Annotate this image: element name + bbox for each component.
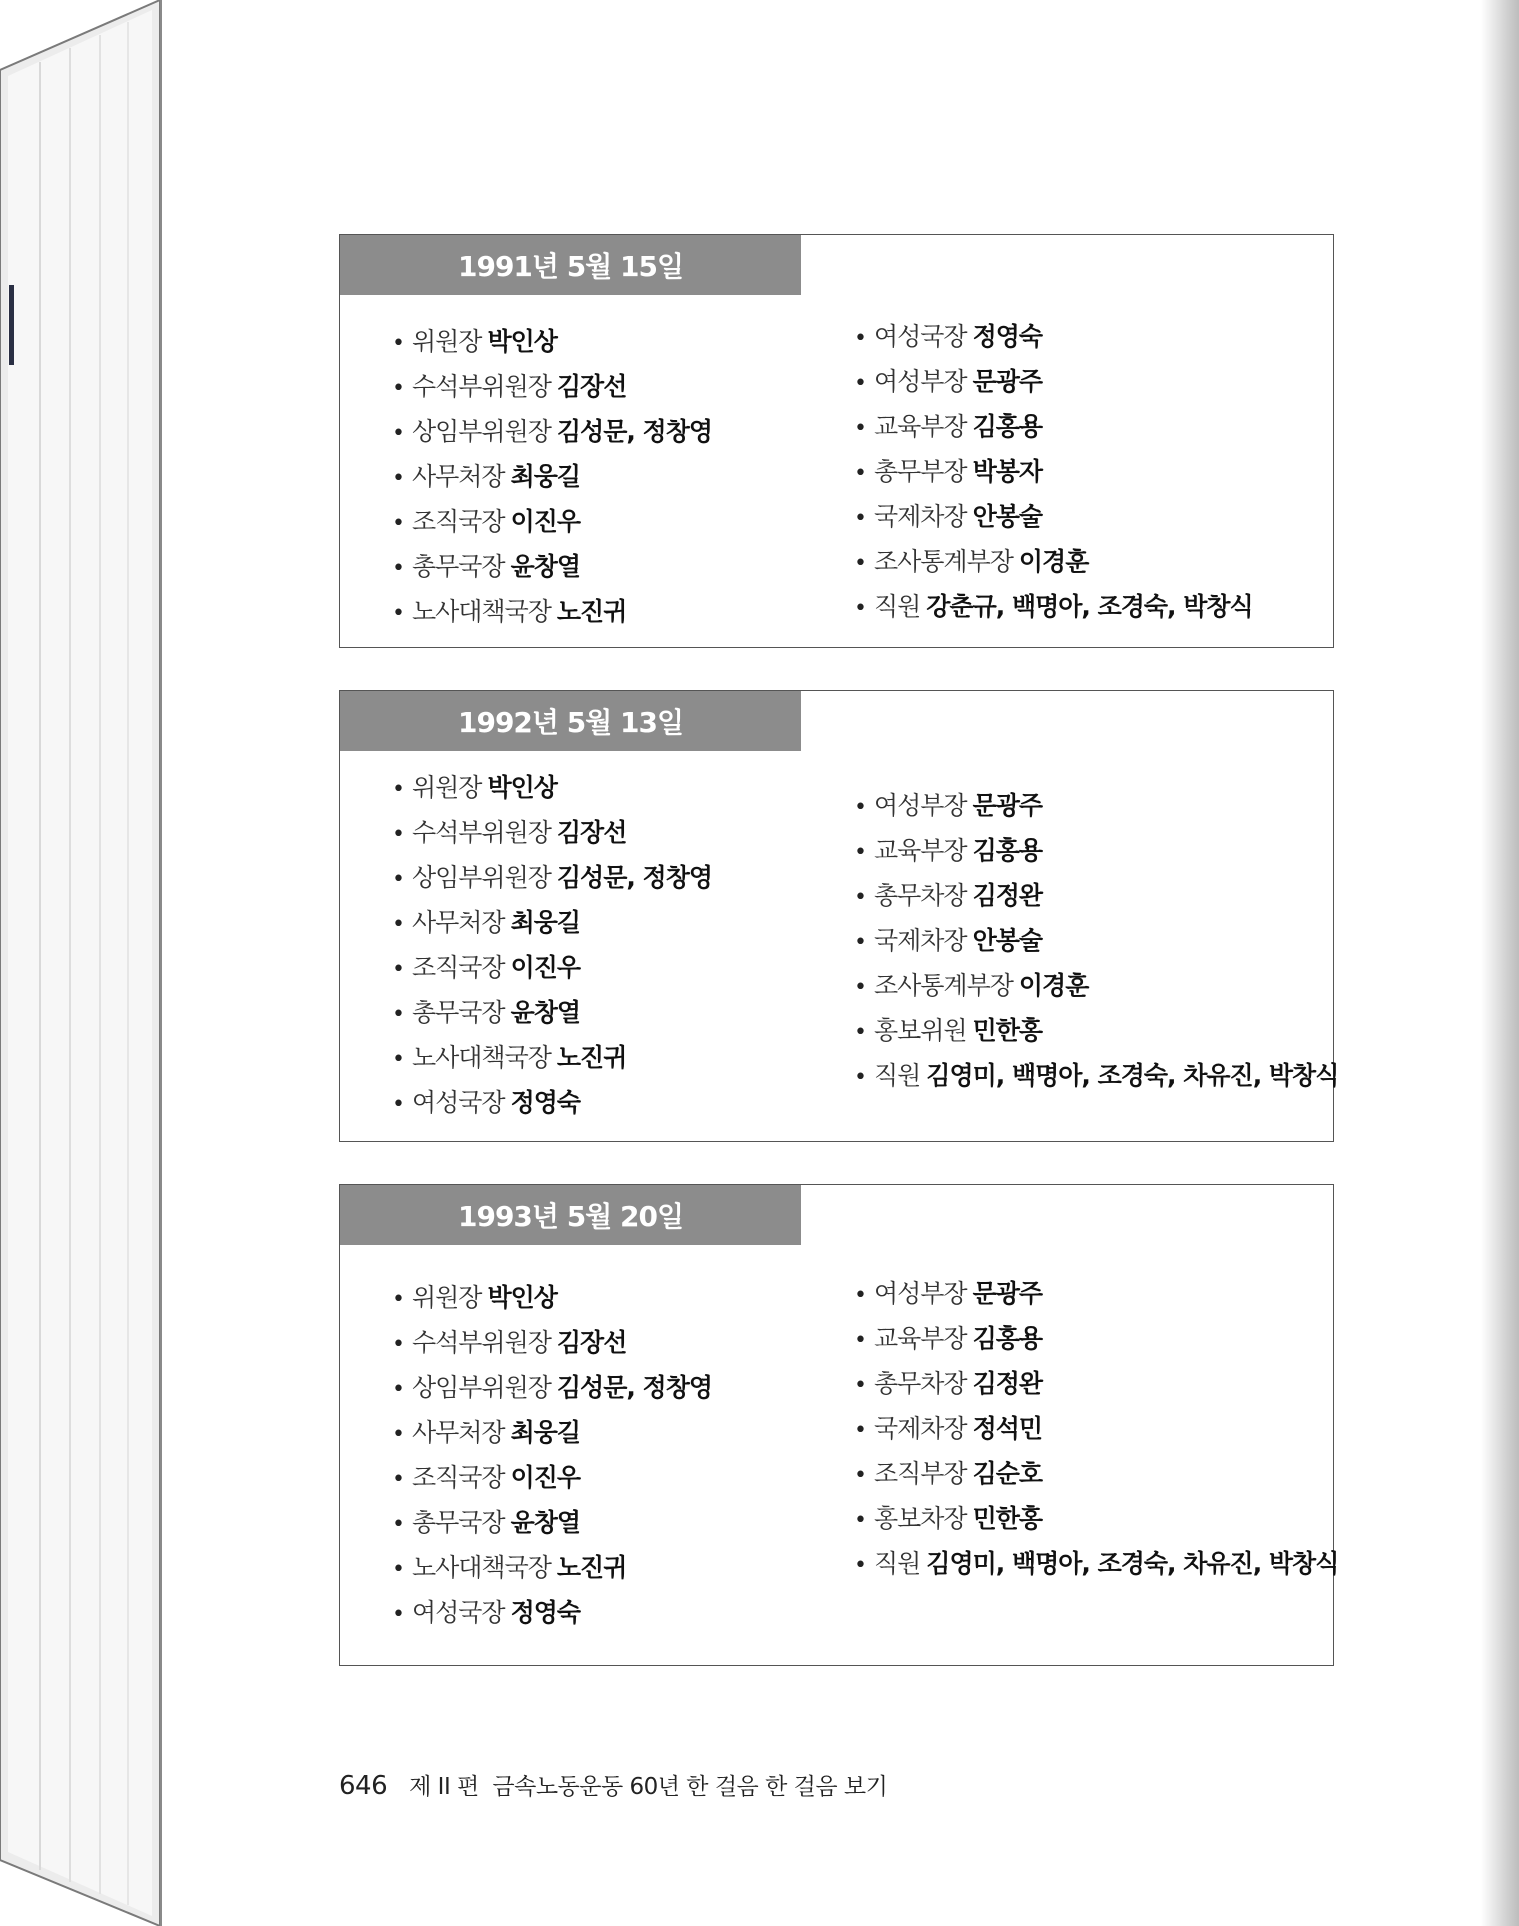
roster-section-1993 <box>339 1184 1339 1666</box>
list-item <box>854 783 1338 828</box>
role-label: 직원 <box>873 592 921 621</box>
bullet-icon: • <box>854 1020 866 1045</box>
role-label: 수석부위원장 <box>411 818 551 847</box>
bullet-icon: • <box>392 1602 404 1627</box>
bullet-icon: • <box>854 461 866 486</box>
role-label: 여성부장 <box>873 791 967 820</box>
roster-left-column <box>392 319 712 634</box>
bullet-icon: • <box>392 1557 404 1582</box>
role-label: 총무국장 <box>411 998 505 1027</box>
role-label: 조사통계부장 <box>873 547 1013 576</box>
role-label: 조직국장 <box>411 953 505 982</box>
bullet-icon: • <box>854 416 866 441</box>
list-item <box>854 539 1253 584</box>
role-label: 여성국장 <box>411 1088 505 1117</box>
member-name: 강춘규, 백명아, 조경숙, 박창식 <box>926 592 1253 621</box>
list-item <box>854 404 1253 449</box>
list-item <box>392 1410 712 1455</box>
page-shadow <box>1481 0 1519 1926</box>
member-name: 김성문, 정창영 <box>556 417 712 446</box>
list-item <box>392 499 712 544</box>
role-label: 사무처장 <box>411 462 505 491</box>
bullet-icon: • <box>392 777 404 802</box>
member-name: 문광주 <box>972 367 1043 396</box>
book-edge <box>0 0 165 1926</box>
role-label: 여성국장 <box>411 1598 505 1627</box>
role-label: 노사대책국장 <box>411 1553 551 1582</box>
role-label: 위원장 <box>411 327 482 356</box>
roster-section-1991 <box>339 234 1334 648</box>
bullet-icon: • <box>854 1463 866 1488</box>
role-label: 위원장 <box>411 1283 482 1312</box>
member-name: 이진우 <box>510 953 581 982</box>
list-item <box>392 544 712 589</box>
role-label: 총무국장 <box>411 1508 505 1537</box>
list-item <box>392 454 712 499</box>
bullet-icon: • <box>392 1047 404 1072</box>
role-label: 교육부장 <box>873 412 967 441</box>
member-name: 김홍용 <box>972 412 1043 441</box>
roster-right-column <box>854 783 1338 1098</box>
role-label: 위원장 <box>411 773 482 802</box>
member-name: 문광주 <box>972 791 1043 820</box>
list-item <box>854 873 1338 918</box>
bullet-icon: • <box>854 371 866 396</box>
role-label: 조직국장 <box>411 1463 505 1492</box>
list-item <box>854 1496 1338 1541</box>
member-name: 문광주 <box>972 1279 1043 1308</box>
member-name: 박봉자 <box>972 457 1043 486</box>
member-name: 김영미, 백명아, 조경숙, 차유진, 박창식 <box>926 1061 1339 1090</box>
bullet-icon: • <box>854 1283 866 1308</box>
list-item <box>392 900 712 945</box>
list-item <box>854 1541 1338 1586</box>
role-label: 여성부장 <box>873 1279 967 1308</box>
list-item <box>392 1590 712 1635</box>
bullet-icon: • <box>392 1092 404 1117</box>
role-label: 조직부장 <box>873 1459 967 1488</box>
role-label: 수석부위원장 <box>411 372 551 401</box>
running-title: 제 II 편 금속노동운동 60년 한 걸음 한 걸음 보기 <box>409 1774 888 1800</box>
list-item <box>392 945 712 990</box>
list-item <box>854 1451 1338 1496</box>
bullet-icon: • <box>392 421 404 446</box>
member-name: 최웅길 <box>510 462 581 491</box>
role-label: 총무차장 <box>873 881 967 910</box>
member-name: 김장선 <box>556 1328 627 1357</box>
bullet-icon: • <box>392 912 404 937</box>
bullet-icon: • <box>392 1002 404 1027</box>
list-item <box>392 1275 712 1320</box>
member-name: 노진귀 <box>556 1553 627 1582</box>
roster-left-column <box>392 765 712 1125</box>
list-item <box>392 1320 712 1365</box>
list-item <box>392 589 712 634</box>
list-item <box>392 990 712 1035</box>
list-item <box>854 1316 1338 1361</box>
list-item <box>392 1035 712 1080</box>
member-name: 정영숙 <box>510 1598 581 1627</box>
bullet-icon: • <box>392 466 404 491</box>
bullet-icon: • <box>854 506 866 531</box>
bullet-icon: • <box>392 511 404 536</box>
member-name: 김홍용 <box>972 836 1043 865</box>
member-name: 윤창열 <box>510 552 581 581</box>
member-name: 노진귀 <box>556 1043 627 1072</box>
list-item <box>392 1080 712 1125</box>
role-label: 여성국장 <box>873 322 967 351</box>
member-name: 윤창열 <box>510 998 581 1027</box>
list-item <box>854 314 1253 359</box>
role-label: 국제차장 <box>873 1414 967 1443</box>
bullet-icon: • <box>392 601 404 626</box>
role-label: 직원 <box>873 1061 921 1090</box>
section-title: 1992년 5월 13일 <box>340 691 801 751</box>
bullet-icon: • <box>854 1328 866 1353</box>
page-footer <box>339 1768 887 1801</box>
bullet-icon: • <box>854 1508 866 1533</box>
bullet-icon: • <box>392 556 404 581</box>
role-label: 교육부장 <box>873 1324 967 1353</box>
member-name: 김장선 <box>556 818 627 847</box>
member-name: 김정완 <box>972 881 1043 910</box>
member-name: 정영숙 <box>972 322 1043 351</box>
list-item <box>854 584 1253 629</box>
bullet-icon: • <box>392 1377 404 1402</box>
role-label: 수석부위원장 <box>411 1328 551 1357</box>
role-label: 조사통계부장 <box>873 971 1013 1000</box>
roster-right-column <box>854 314 1253 629</box>
bullet-icon: • <box>392 1422 404 1447</box>
list-item <box>854 1053 1338 1098</box>
role-label: 노사대책국장 <box>411 597 551 626</box>
role-label: 노사대책국장 <box>411 1043 551 1072</box>
bullet-icon: • <box>854 930 866 955</box>
bullet-icon: • <box>854 795 866 820</box>
list-item <box>392 1455 712 1500</box>
list-item <box>854 494 1253 539</box>
member-name: 이경훈 <box>1018 547 1089 576</box>
role-label: 사무처장 <box>411 908 505 937</box>
list-item <box>392 364 712 409</box>
list-item <box>854 1008 1338 1053</box>
list-item <box>392 1500 712 1545</box>
member-name: 박인상 <box>487 1283 557 1312</box>
member-name: 정석민 <box>972 1414 1043 1443</box>
bullet-icon: • <box>854 885 866 910</box>
list-item <box>854 449 1253 494</box>
member-name: 김장선 <box>556 372 627 401</box>
member-name: 김성문, 정창영 <box>556 863 712 892</box>
role-label: 상임부위원장 <box>411 1373 551 1402</box>
member-name: 김순호 <box>972 1459 1043 1488</box>
list-item <box>854 828 1338 873</box>
bullet-icon: • <box>392 867 404 892</box>
member-name: 최웅길 <box>510 1418 581 1447</box>
roster-left-column <box>392 1275 712 1635</box>
bullet-icon: • <box>392 376 404 401</box>
bullet-icon: • <box>392 822 404 847</box>
member-name: 박인상 <box>487 773 557 802</box>
roster-right-column <box>854 1271 1338 1586</box>
bullet-icon: • <box>854 551 866 576</box>
role-label: 여성부장 <box>873 367 967 396</box>
bullet-icon: • <box>392 957 404 982</box>
bullet-icon: • <box>392 1332 404 1357</box>
member-name: 윤창열 <box>510 1508 581 1537</box>
member-name: 김영미, 백명아, 조경숙, 차유진, 박창식 <box>926 1549 1339 1578</box>
member-name: 민한홍 <box>972 1504 1043 1533</box>
bullet-icon: • <box>854 1553 866 1578</box>
role-label: 국제차장 <box>873 502 967 531</box>
section-title: 1991년 5월 15일 <box>340 235 801 295</box>
member-name: 민한홍 <box>972 1016 1043 1045</box>
role-label: 사무처장 <box>411 1418 505 1447</box>
role-label: 총무차장 <box>873 1369 967 1398</box>
list-item <box>392 855 712 900</box>
bullet-icon: • <box>392 1467 404 1492</box>
member-name: 노진귀 <box>556 597 627 626</box>
list-item <box>392 1365 712 1410</box>
member-name: 안봉술 <box>972 926 1043 955</box>
role-label: 총무부장 <box>873 457 967 486</box>
bullet-icon: • <box>854 1373 866 1398</box>
bullet-icon: • <box>392 331 404 356</box>
list-item <box>392 319 712 364</box>
list-item <box>392 1545 712 1590</box>
list-item <box>854 963 1338 1008</box>
member-name: 안봉술 <box>972 502 1043 531</box>
role-label: 국제차장 <box>873 926 967 955</box>
role-label: 홍보차장 <box>873 1504 967 1533</box>
role-label: 상임부위원장 <box>411 417 551 446</box>
list-item <box>854 918 1338 963</box>
bullet-icon: • <box>854 975 866 1000</box>
member-name: 이진우 <box>510 507 581 536</box>
list-item <box>392 409 712 454</box>
member-name: 박인상 <box>487 327 557 356</box>
member-name: 김정완 <box>972 1369 1043 1398</box>
role-label: 홍보위원 <box>873 1016 967 1045</box>
bullet-icon: • <box>392 1287 404 1312</box>
list-item <box>854 1406 1338 1451</box>
bullet-icon: • <box>854 596 866 621</box>
bullet-icon: • <box>854 1418 866 1443</box>
member-name: 이경훈 <box>1018 971 1089 1000</box>
list-item <box>854 1361 1338 1406</box>
member-name: 정영숙 <box>510 1088 581 1117</box>
list-item <box>854 1271 1338 1316</box>
list-item <box>392 765 712 810</box>
role-label: 상임부위원장 <box>411 863 551 892</box>
role-label: 총무국장 <box>411 552 505 581</box>
bullet-icon: • <box>854 840 866 865</box>
list-item <box>392 810 712 855</box>
page-number: 646 <box>339 1771 388 1801</box>
member-name: 최웅길 <box>510 908 581 937</box>
bullet-icon: • <box>392 1512 404 1537</box>
member-name: 이진우 <box>510 1463 581 1492</box>
role-label: 직원 <box>873 1549 921 1578</box>
list-item <box>854 359 1253 404</box>
member-name: 김성문, 정창영 <box>556 1373 712 1402</box>
role-label: 조직국장 <box>411 507 505 536</box>
roster-section-1992 <box>339 690 1339 1142</box>
section-title: 1993년 5월 20일 <box>340 1185 801 1245</box>
member-name: 김홍용 <box>972 1324 1043 1353</box>
role-label: 교육부장 <box>873 836 967 865</box>
bullet-icon: • <box>854 1065 866 1090</box>
bullet-icon: • <box>854 326 866 351</box>
